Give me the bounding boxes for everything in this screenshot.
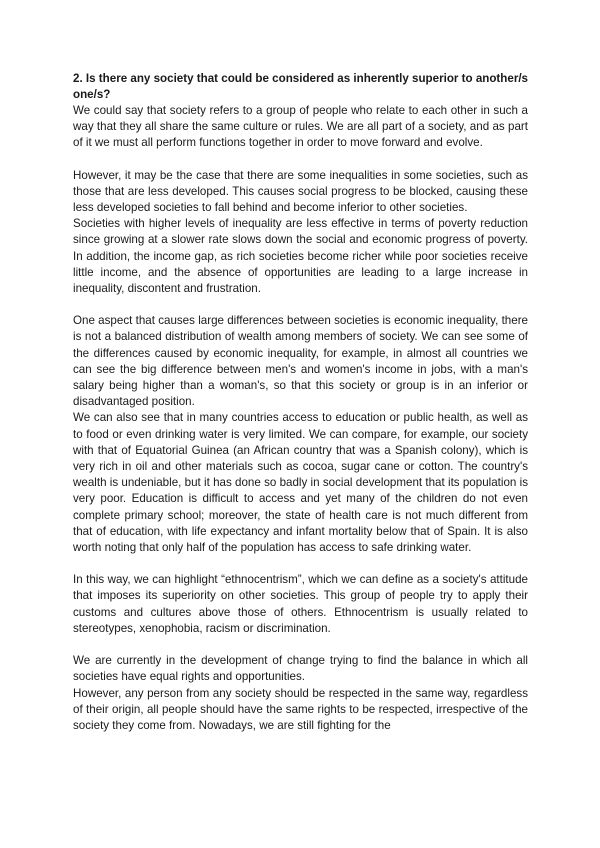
paragraph-equatorial-guinea: We can also see that in many countries access to education or public health, as well as to food or even drinking water is very limited. We can compare, for example, our society with that of Equatorial Guinea (an African country that was a Spanish colony), which is very rich in oil and other materials such as cocoa, sugar cane or cotton. The country's wealth is undeniable, but it has done so badly in social development that its population is very poor. Education is difficult to access and yet many of the children do not even complete primary school; moreover, the state of health care is not much different from that of education, with life expectancy and infant mortality below that of Spain. It is also worth noting that only half of the population has access to safe drinking water.: [73, 411, 528, 555]
paragraph-inequalities: However, it may be the case that there are some inequalities in some societies, such as those that are less developed. This causes social progress to be blocked, causing these less developed societies to fall behind and become inferior to other societies.: [73, 168, 528, 215]
question-title: 2. Is there any society that could be considered as inherently superior to another/s one/s?: [73, 72, 528, 101]
paragraph-ethnocentrism: In this way, we can highlight “ethnocentrism”, which we can define as a society's attitude that imposes its superiority on other societies. This group of people try to apply their customs and cultures above those of others. Ethnocentrism is usually related to stereotypes, xenophobia, racism or discrimination.: [73, 573, 528, 635]
paragraph-economic-inequality: One aspect that causes large differences between societies is economic inequality, there is not a balanced distribution of wealth among members of society. We can see some of the differences caused by economic inequality, for example, in almost all countries we can see the big difference between men's and women's income in jobs, with a man's salary being higher than a woman's, so that this society or group is in an inferior or disadvantaged position.: [73, 314, 528, 409]
paragraph-respect: However, any person from any society should be respected in the same way, regardless of their origin, all people should have the same rights to be respected, irrespective of the society they come from. Nowadays, we are still fighting for the: [73, 686, 528, 732]
paragraph-balance: We are currently in the development of change trying to find the balance in which all societies have equal rights and opportunities.: [73, 654, 528, 684]
paragraph-gap: [73, 152, 528, 168]
paragraph-society-definition: We could say that society refers to a group of people who relate to each other in such a way that they all share the same culture or rules. We are all part of a society, and as part of it we must all perform functions together in order to move forward and evolve.: [73, 104, 528, 150]
paragraph-gap: [73, 297, 528, 313]
paragraph-poverty-reduction: Societies with higher levels of inequality are less effective in terms of poverty reduction since growing at a slower rate slows down the social and economic progress of poverty. In addition, the income gap, as rich societies become richer while poor societies receive little income, and the absence of opportunities are leading to a large increase in inequality, discontent and frustration.: [73, 217, 528, 296]
paragraph-gap: [73, 556, 528, 572]
paragraph-gap: [73, 637, 528, 653]
